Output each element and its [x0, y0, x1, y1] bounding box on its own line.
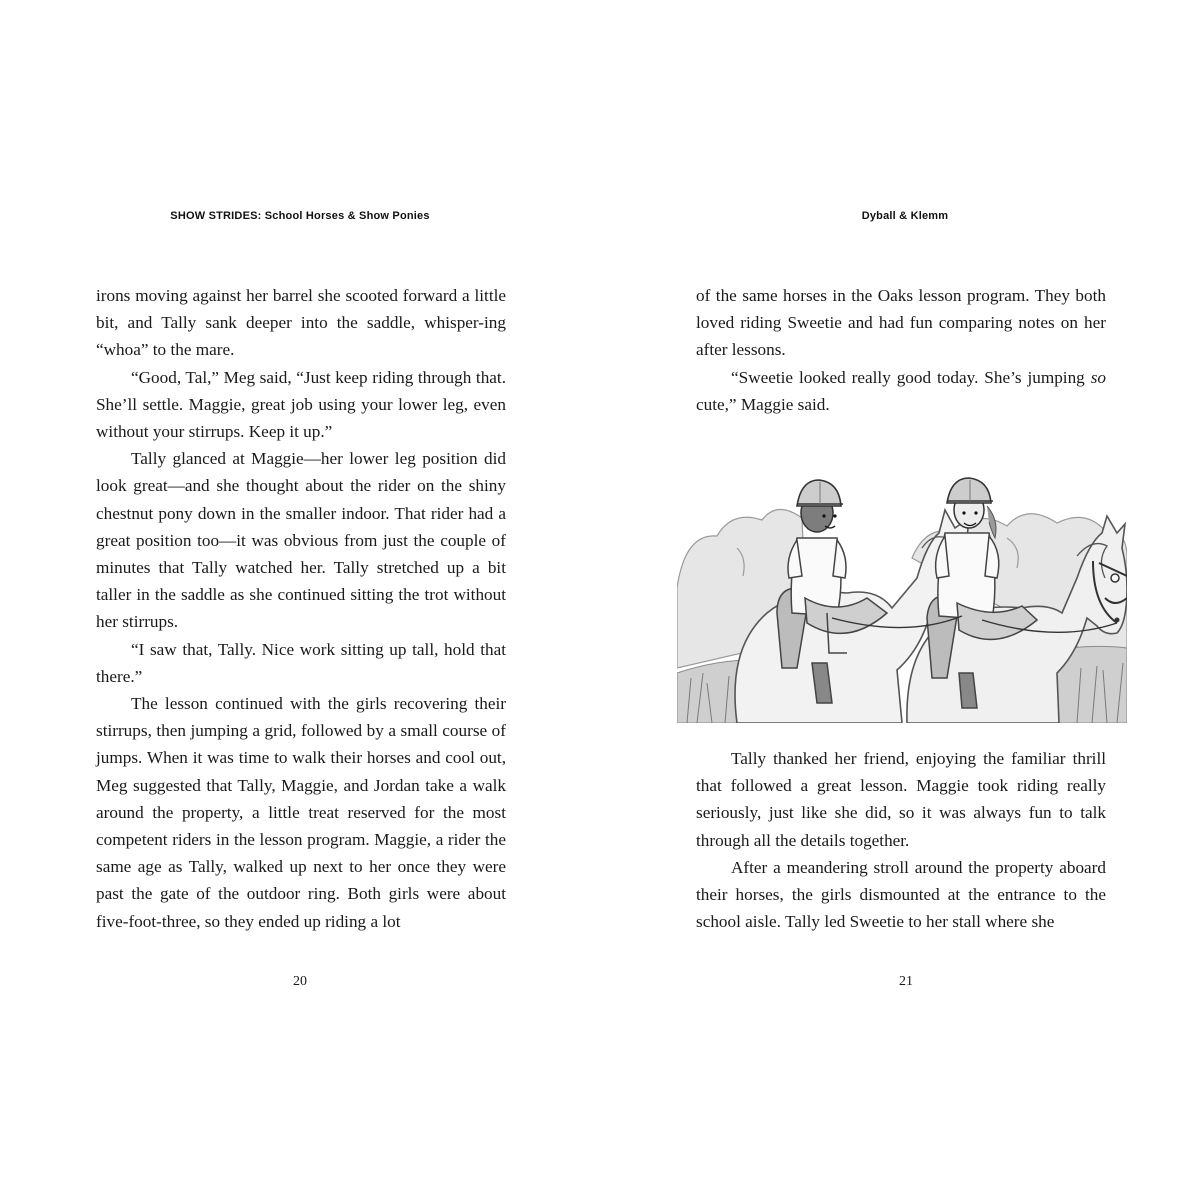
- paragraph: irons moving against her barrel she scooted forward a little bit, and Tally sank deeper into the saddle, whisper-ing “whoa” to the mare.: [96, 286, 506, 360]
- paragraph: “Good, Tal,” Meg said, “Just keep riding through that. She’ll settle. Maggie, great job using your lower leg, even without your stirrups. Keep it up.”: [96, 367, 506, 442]
- right-body-text-upper: [696, 282, 1106, 418]
- paragraph-text: cute,” Maggie said.: [696, 394, 830, 414]
- running-head-title: SHOW STRIDES: School Horses & Show Ponies: [170, 210, 430, 222]
- two-riders-on-horses-illustration: [677, 438, 1127, 723]
- running-head-authors: Dyball & Klemm: [861, 210, 949, 222]
- paragraph: Tally glanced at Maggie—her lower leg position did look great—and she thought about the rider on the shiny chestnut pony down in the smaller indoor. That rider had a great position too—it was obvious from just the couple of minutes that Tally watched her. Tally stretched up a bit taller in the saddle as she continued sitting the trot without her stirrups.: [96, 449, 506, 632]
- page-number: 21: [899, 974, 913, 989]
- left-body-text: [96, 282, 506, 935]
- right-page: [600, 0, 1200, 1200]
- page-number: 20: [293, 974, 307, 989]
- paragraph: of the same horses in the Oaks lesson program. They both loved riding Sweetie and had fun comparing notes on her after lessons.: [696, 286, 1106, 360]
- italic-emphasis: so: [1090, 367, 1106, 387]
- paragraph: The lesson continued with the girls recovering their stirrups, then jumping a grid, followed by a small course of jumps. When it was time to walk their horses and cool out, Meg suggested that Tally, Maggie, and Jordan take a walk around the property, a little treat reserved for the most competent riders in the lesson program. Maggie, a rider the same age as Tally, walked up next to her once they were past the gate of the outdoor ring. Both girls were about five-foot-three, so they ended up riding a lot: [96, 694, 506, 931]
- paragraph: [696, 364, 1106, 418]
- paragraph: Tally thanked her friend, enjoying the familiar thrill that followed a great lesson. Maggie took riding really seriously, just like she did, so it was always fun to talk through all the details together.: [696, 749, 1106, 850]
- paragraph: After a meandering stroll around the property aboard their horses, the girls dismounted at the entrance to the school aisle. Tally led Sweetie to her stall where she: [696, 857, 1106, 932]
- paragraph: “I saw that, Tally. Nice work sitting up tall, hold that there.”: [96, 639, 506, 686]
- paragraph-text: “Sweetie looked really good today. She’s jumping: [731, 367, 1091, 387]
- right-body-text-lower: [696, 745, 1106, 935]
